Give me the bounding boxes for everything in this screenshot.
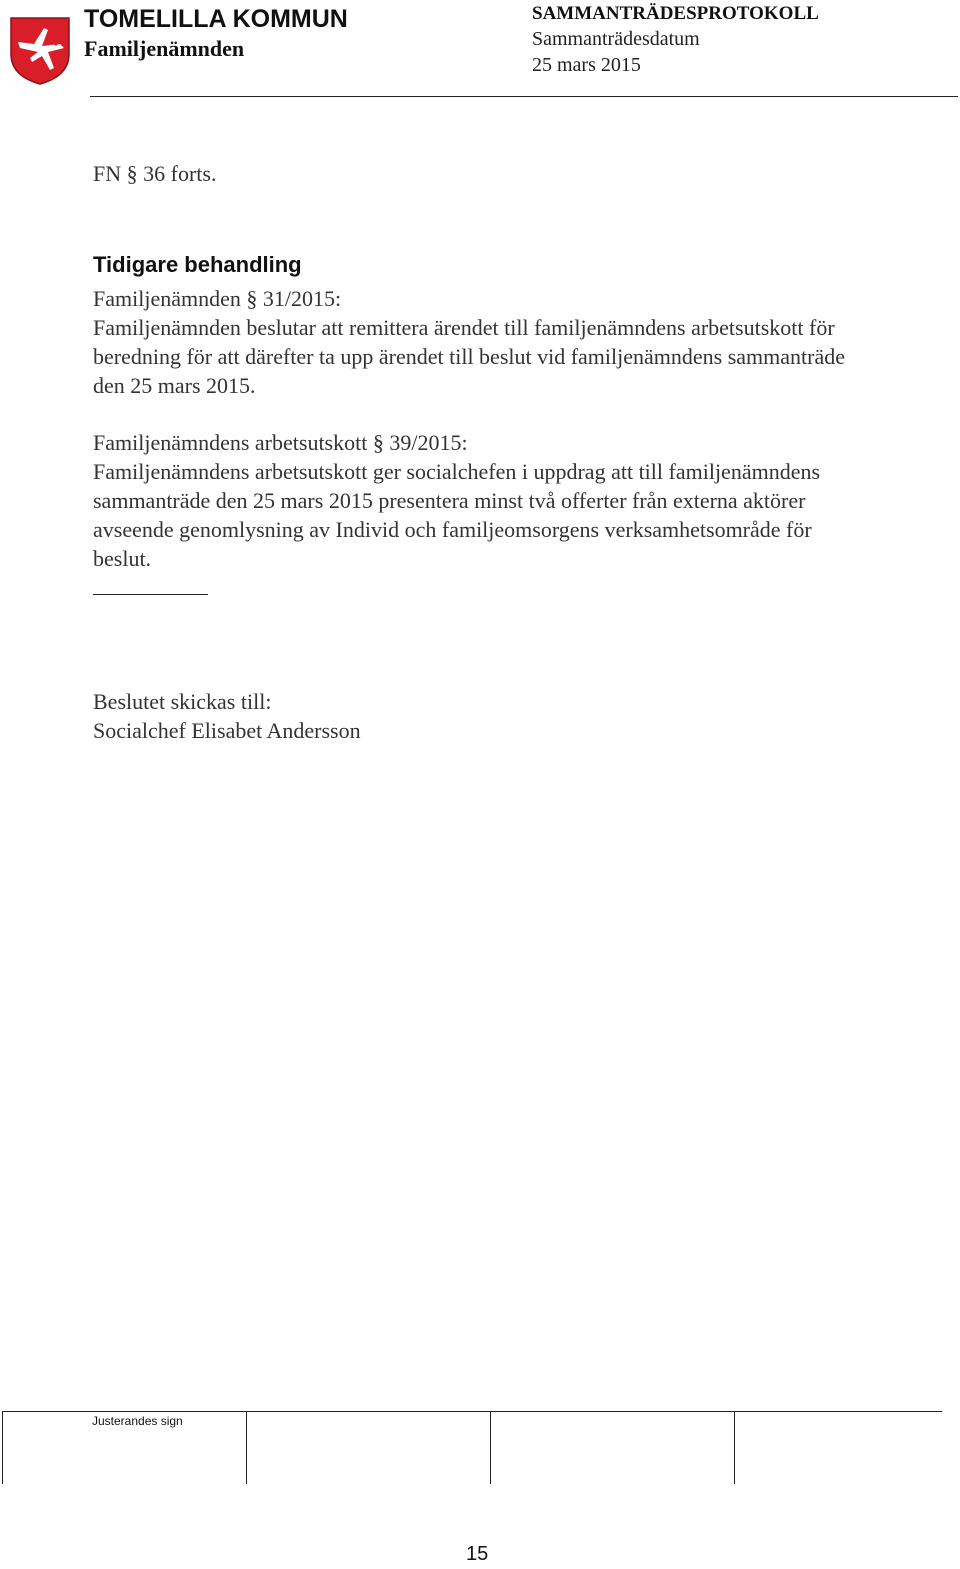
- protocol-info: [532, 2, 819, 78]
- decision-text: Familjenämnden beslutar att remittera ärendet till familjenämndens arbetsutskott för beredning för att därefter ta upp ärendet till beslut vid familjenämndens sammanträde den 25 mars 2015.: [93, 315, 846, 398]
- organization-name: TOMELILLA KOMMUN: [84, 5, 348, 33]
- protocol-title: SAMMANTRÄDESPROTOKOLL: [532, 3, 819, 24]
- previous-decision-board: [93, 284, 853, 400]
- coat-of-arms-bird-icon: [8, 14, 72, 86]
- section-heading: Tidigare behandling: [93, 252, 302, 277]
- meeting-date: 25 mars 2015: [532, 54, 641, 76]
- previous-decision-committee: [93, 428, 853, 573]
- paragraph-reference: FN § 36 forts.: [93, 161, 217, 186]
- distribution-list: [93, 687, 853, 745]
- header-divider: [90, 96, 958, 97]
- signature-cell: [246, 1412, 247, 1484]
- decision-reference: Familjenämnden § 31/2015:: [93, 286, 342, 311]
- meeting-date-label: Sammanträdesdatum: [532, 28, 700, 50]
- signature-cell: [734, 1412, 735, 1484]
- section-divider: [93, 594, 208, 595]
- distribution-recipient: Socialchef Elisabet Andersson: [93, 718, 361, 743]
- distribution-label: Beslutet skickas till:: [93, 689, 272, 714]
- decision-text: Familjenämndens arbetsutskott ger socialchefen i uppdrag att till familjenämndens sammanträde den 25 mars 2015 presentera minst två offerter från externa aktörer avseende genomlysning av Individ och familjeomsorgens verksamhetsområde för beslut.: [93, 459, 821, 571]
- signature-cell: [2, 1412, 3, 1484]
- organization-unit: Familjenämnden: [84, 36, 245, 61]
- organization-block: [84, 4, 348, 64]
- signature-cell: [490, 1412, 491, 1484]
- decision-reference: Familjenämndens arbetsutskott § 39/2015:: [93, 430, 468, 455]
- signature-label: Justerandes sign: [92, 1414, 183, 1428]
- page-number: 15: [466, 1543, 489, 1565]
